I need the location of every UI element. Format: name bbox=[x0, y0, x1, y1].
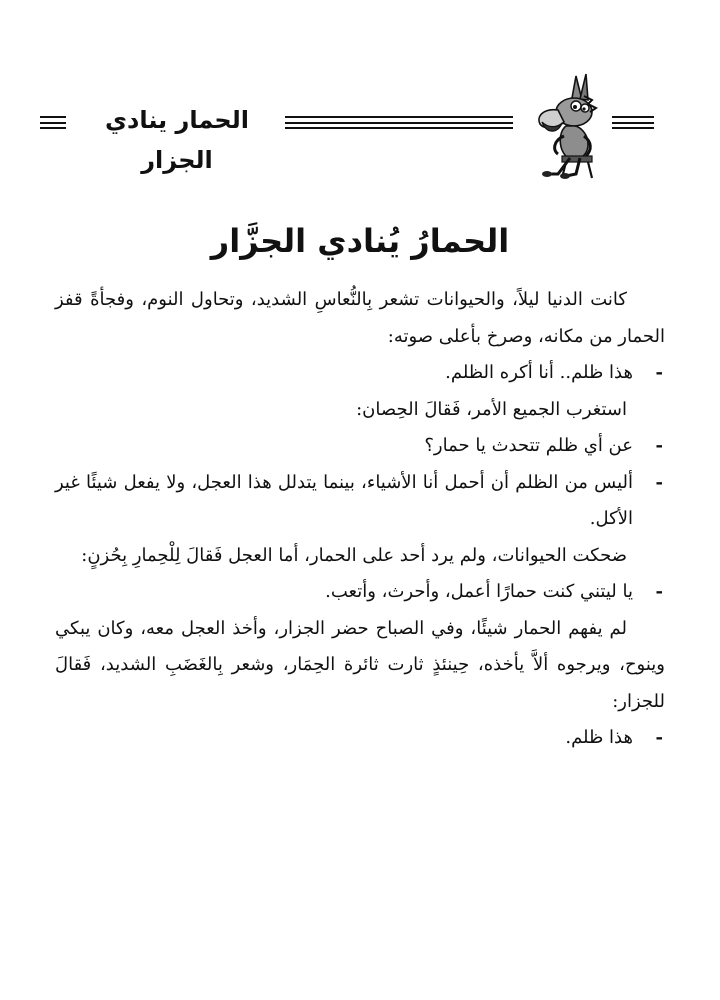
donkey-icon bbox=[518, 70, 608, 180]
story-title: الحمارُ يُنادي الجزَّار bbox=[210, 222, 510, 260]
dialogue-dash: - bbox=[655, 362, 663, 383]
header-rule-middle bbox=[285, 116, 513, 129]
dialogue-line bbox=[55, 574, 665, 611]
paragraph: استغرب الجميع الأمر، فَقالَ الحِصان: bbox=[356, 398, 627, 420]
page-header bbox=[40, 70, 680, 180]
header-title: الحمار ينادي الجزار bbox=[105, 106, 249, 174]
dialogue-dash: - bbox=[655, 727, 663, 748]
dialogue-text: هذا ظلم.. أنا أكره الظلم. bbox=[445, 362, 633, 383]
dialogue-line bbox=[55, 428, 665, 465]
dialogue-text: يا ليتني كنت حمارًا أعمل، وأحرث، وأتعب. bbox=[325, 581, 633, 602]
paragraph: ضحكت الحيوانات، ولم يرد أحد على الحمار، أما العجل فَقالَ لِلْحِمارِ بِحُزنٍ: bbox=[81, 544, 627, 566]
story-body bbox=[55, 282, 665, 757]
dialogue-line bbox=[55, 355, 665, 392]
paragraph: كانت الدنيا ليلاً، والحيوانات تشعر بِالنُّعاسِ الشديد، وتحاول النوم، وفجأةً قفز الحمار من مكانه، وصرخ بأعلى صوته: bbox=[55, 289, 665, 347]
dialogue-dash: - bbox=[655, 471, 663, 493]
dialogue-text: عن أي ظلم تتحدث يا حمار؟ bbox=[424, 435, 633, 456]
dialogue-line bbox=[55, 720, 665, 757]
header-rule-right bbox=[612, 116, 654, 129]
dialogue-text: هذا ظلم. bbox=[565, 727, 633, 748]
dialogue-dash: - bbox=[655, 435, 663, 456]
dialogue-line bbox=[55, 465, 665, 538]
dialogue-dash: - bbox=[655, 581, 663, 602]
paragraph: لم يفهم الحمار شيئًا، وفي الصباح حضر الجزار، وأخذ العجل معه، وكان يبكي وينوح، ويرجوه ألاَّ يأخذه، حِينئذٍ ثارت ثائرة الحِمَار، وشعر بِالغَضَبِ الشديد، فَقالَ للجزار: bbox=[55, 617, 665, 712]
header-rule-left bbox=[40, 116, 66, 129]
dialogue-text: أليس من الظلم أن أحمل أنا الأشياء، بينما يتدلل هذا العجل، ولا يفعل شيئًا غير الأكل. bbox=[55, 471, 633, 529]
donkey-mascot-illustration bbox=[518, 70, 608, 180]
